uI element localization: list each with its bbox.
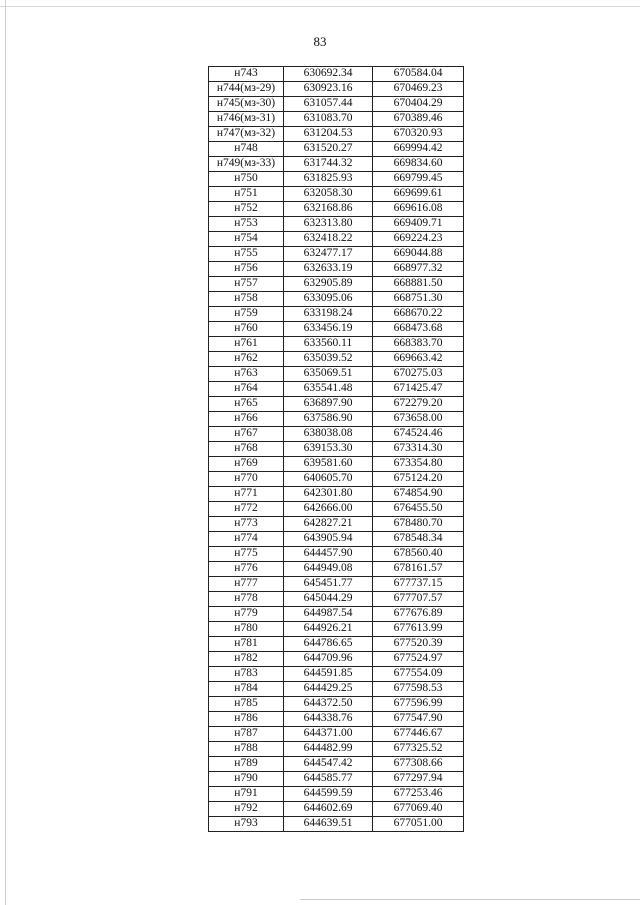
table-row — [209, 277, 464, 292]
table-row — [209, 157, 464, 172]
x-coordinate-cell: 633095.06 — [284, 292, 373, 307]
point-name-cell: н750 — [209, 172, 284, 187]
point-name-cell: н774 — [209, 532, 284, 547]
point-name-cell: н779 — [209, 607, 284, 622]
y-coordinate-cell: 668977.32 — [373, 262, 464, 277]
x-coordinate-cell: 631083.70 — [284, 112, 373, 127]
x-coordinate-cell: 644926.21 — [284, 622, 373, 637]
x-coordinate-cell: 637586.90 — [284, 412, 373, 427]
y-coordinate-cell: 668473.68 — [373, 322, 464, 337]
point-name-cell: н787 — [209, 727, 284, 742]
x-coordinate-cell: 644372.50 — [284, 697, 373, 712]
y-coordinate-cell: 677707.57 — [373, 592, 464, 607]
x-coordinate-cell: 630923.16 — [284, 82, 373, 97]
y-coordinate-cell: 677598.53 — [373, 682, 464, 697]
y-coordinate-cell: 677524.97 — [373, 652, 464, 667]
y-coordinate-cell: 677596.99 — [373, 697, 464, 712]
point-name-cell: н771 — [209, 487, 284, 502]
point-name-cell: н745(мз-30) — [209, 97, 284, 112]
table-row — [209, 592, 464, 607]
x-coordinate-cell: 644429.25 — [284, 682, 373, 697]
x-coordinate-cell: 633560.11 — [284, 337, 373, 352]
point-name-cell: н763 — [209, 367, 284, 382]
point-name-cell: н764 — [209, 382, 284, 397]
point-name-cell: н778 — [209, 592, 284, 607]
x-coordinate-cell: 632418.22 — [284, 232, 373, 247]
y-coordinate-cell: 670275.03 — [373, 367, 464, 382]
table-row — [209, 652, 464, 667]
point-name-cell: н775 — [209, 547, 284, 562]
y-coordinate-cell: 670404.29 — [373, 97, 464, 112]
table-row — [209, 67, 464, 82]
y-coordinate-cell: 677297.94 — [373, 772, 464, 787]
table-row — [209, 472, 464, 487]
table-row — [209, 532, 464, 547]
table-row — [209, 817, 464, 832]
table-row — [209, 382, 464, 397]
table-row — [209, 637, 464, 652]
point-name-cell: н789 — [209, 757, 284, 772]
table-row — [209, 112, 464, 127]
point-name-cell: н790 — [209, 772, 284, 787]
y-coordinate-cell: 678548.34 — [373, 532, 464, 547]
x-coordinate-cell: 644482.99 — [284, 742, 373, 757]
table-row — [209, 412, 464, 427]
x-coordinate-cell: 633198.24 — [284, 307, 373, 322]
y-coordinate-cell: 669224.23 — [373, 232, 464, 247]
x-coordinate-cell: 632058.30 — [284, 187, 373, 202]
x-coordinate-cell: 643905.94 — [284, 532, 373, 547]
point-name-cell: н784 — [209, 682, 284, 697]
y-coordinate-cell: 678480.70 — [373, 517, 464, 532]
table-row — [209, 142, 464, 157]
table-row — [209, 127, 464, 142]
point-name-cell: н755 — [209, 247, 284, 262]
point-name-cell: н765 — [209, 397, 284, 412]
table-row — [209, 367, 464, 382]
y-coordinate-cell: 676455.50 — [373, 502, 464, 517]
table-row — [209, 802, 464, 817]
x-coordinate-cell: 638038.08 — [284, 427, 373, 442]
y-coordinate-cell: 678560.40 — [373, 547, 464, 562]
y-coordinate-cell: 669616.08 — [373, 202, 464, 217]
y-coordinate-cell: 668670.22 — [373, 307, 464, 322]
y-coordinate-cell: 674854.90 — [373, 487, 464, 502]
table-row — [209, 322, 464, 337]
table-row — [209, 292, 464, 307]
table-row — [209, 82, 464, 97]
point-name-cell: н746(мз-31) — [209, 112, 284, 127]
y-coordinate-cell: 670584.04 — [373, 67, 464, 82]
point-name-cell: н776 — [209, 562, 284, 577]
point-name-cell: н747(мз-32) — [209, 127, 284, 142]
table-row — [209, 577, 464, 592]
x-coordinate-cell: 644599.59 — [284, 787, 373, 802]
x-coordinate-cell: 632905.89 — [284, 277, 373, 292]
point-name-cell: н744(мз-29) — [209, 82, 284, 97]
point-name-cell: н759 — [209, 307, 284, 322]
point-name-cell: н752 — [209, 202, 284, 217]
y-coordinate-cell: 673354.80 — [373, 457, 464, 472]
x-coordinate-cell: 635039.52 — [284, 352, 373, 367]
y-coordinate-cell: 677554.09 — [373, 667, 464, 682]
table-row — [209, 727, 464, 742]
y-coordinate-cell: 670320.93 — [373, 127, 464, 142]
x-coordinate-cell: 642666.00 — [284, 502, 373, 517]
point-name-cell: н770 — [209, 472, 284, 487]
point-name-cell: н781 — [209, 637, 284, 652]
table-row — [209, 622, 464, 637]
y-coordinate-cell: 677069.40 — [373, 802, 464, 817]
scan-edge-top — [0, 6, 640, 7]
y-coordinate-cell: 668881.50 — [373, 277, 464, 292]
point-name-cell: н756 — [209, 262, 284, 277]
point-name-cell: н791 — [209, 787, 284, 802]
scan-edge-left — [5, 0, 6, 905]
y-coordinate-cell: 668383.70 — [373, 337, 464, 352]
point-name-cell: н785 — [209, 697, 284, 712]
table-row — [209, 712, 464, 727]
y-coordinate-cell: 677737.15 — [373, 577, 464, 592]
table-row — [209, 352, 464, 367]
y-coordinate-cell: 669409.71 — [373, 217, 464, 232]
x-coordinate-cell: 631825.93 — [284, 172, 373, 187]
table-row — [209, 547, 464, 562]
x-coordinate-cell: 633456.19 — [284, 322, 373, 337]
y-coordinate-cell: 669994.42 — [373, 142, 464, 157]
point-name-cell: н786 — [209, 712, 284, 727]
y-coordinate-cell: 675124.20 — [373, 472, 464, 487]
point-name-cell: н772 — [209, 502, 284, 517]
x-coordinate-cell: 632168.86 — [284, 202, 373, 217]
y-coordinate-cell: 669044.88 — [373, 247, 464, 262]
x-coordinate-cell: 632477.17 — [284, 247, 373, 262]
point-name-cell: н780 — [209, 622, 284, 637]
point-name-cell: н751 — [209, 187, 284, 202]
point-name-cell: н769 — [209, 457, 284, 472]
x-coordinate-cell: 639153.30 — [284, 442, 373, 457]
table-row — [209, 667, 464, 682]
table-row — [209, 697, 464, 712]
table-row — [209, 307, 464, 322]
table-row — [209, 427, 464, 442]
point-name-cell: н753 — [209, 217, 284, 232]
x-coordinate-cell: 631520.27 — [284, 142, 373, 157]
y-coordinate-cell: 673658.00 — [373, 412, 464, 427]
x-coordinate-cell: 640605.70 — [284, 472, 373, 487]
x-coordinate-cell: 631204.53 — [284, 127, 373, 142]
point-name-cell: н758 — [209, 292, 284, 307]
table-row — [209, 397, 464, 412]
x-coordinate-cell: 644338.76 — [284, 712, 373, 727]
y-coordinate-cell: 669799.45 — [373, 172, 464, 187]
table-row — [209, 97, 464, 112]
y-coordinate-cell: 677253.46 — [373, 787, 464, 802]
table-row — [209, 172, 464, 187]
page-number: 83 — [313, 34, 327, 49]
x-coordinate-cell: 635541.48 — [284, 382, 373, 397]
point-name-cell: н761 — [209, 337, 284, 352]
y-coordinate-cell: 677325.52 — [373, 742, 464, 757]
y-coordinate-cell: 673314.30 — [373, 442, 464, 457]
table-row — [209, 457, 464, 472]
x-coordinate-cell: 644371.00 — [284, 727, 373, 742]
y-coordinate-cell: 670469.23 — [373, 82, 464, 97]
table-row — [209, 772, 464, 787]
x-coordinate-cell: 636897.90 — [284, 397, 373, 412]
y-coordinate-cell: 677520.39 — [373, 637, 464, 652]
x-coordinate-cell: 642827.21 — [284, 517, 373, 532]
point-name-cell: н760 — [209, 322, 284, 337]
y-coordinate-cell: 669834.60 — [373, 157, 464, 172]
table-row — [209, 757, 464, 772]
y-coordinate-cell: 677446.67 — [373, 727, 464, 742]
table-row — [209, 202, 464, 217]
table-row — [209, 517, 464, 532]
table-row — [209, 682, 464, 697]
x-coordinate-cell: 644987.54 — [284, 607, 373, 622]
table-row — [209, 607, 464, 622]
point-name-cell: н762 — [209, 352, 284, 367]
y-coordinate-cell: 669663.42 — [373, 352, 464, 367]
point-name-cell: н757 — [209, 277, 284, 292]
x-coordinate-cell: 644639.51 — [284, 817, 373, 832]
x-coordinate-cell: 632313.80 — [284, 217, 373, 232]
y-coordinate-cell: 668751.30 — [373, 292, 464, 307]
table-row — [209, 232, 464, 247]
point-name-cell: н792 — [209, 802, 284, 817]
point-name-cell: н773 — [209, 517, 284, 532]
y-coordinate-cell: 669699.61 — [373, 187, 464, 202]
x-coordinate-cell: 644585.77 — [284, 772, 373, 787]
table-row — [209, 187, 464, 202]
point-name-cell: н754 — [209, 232, 284, 247]
table-row — [209, 217, 464, 232]
x-coordinate-cell: 644591.85 — [284, 667, 373, 682]
y-coordinate-cell: 674524.46 — [373, 427, 464, 442]
point-name-cell: н777 — [209, 577, 284, 592]
table-row — [209, 442, 464, 457]
table-row — [209, 337, 464, 352]
point-name-cell: н749(мз-33) — [209, 157, 284, 172]
x-coordinate-cell: 644786.65 — [284, 637, 373, 652]
x-coordinate-cell: 635069.51 — [284, 367, 373, 382]
y-coordinate-cell: 677051.00 — [373, 817, 464, 832]
x-coordinate-cell: 639581.60 — [284, 457, 373, 472]
y-coordinate-cell: 677308.66 — [373, 757, 464, 772]
y-coordinate-cell: 672279.20 — [373, 397, 464, 412]
x-coordinate-cell: 631057.44 — [284, 97, 373, 112]
y-coordinate-cell: 677547.90 — [373, 712, 464, 727]
point-name-cell: н793 — [209, 817, 284, 832]
point-name-cell: н766 — [209, 412, 284, 427]
table-row — [209, 262, 464, 277]
x-coordinate-cell: 630692.34 — [284, 67, 373, 82]
point-name-cell: н748 — [209, 142, 284, 157]
table-row — [209, 562, 464, 577]
y-coordinate-cell: 678161.57 — [373, 562, 464, 577]
coordinates-table-body — [209, 67, 464, 832]
x-coordinate-cell: 642301.80 — [284, 487, 373, 502]
y-coordinate-cell: 670389.46 — [373, 112, 464, 127]
table-row — [209, 787, 464, 802]
table-row — [209, 502, 464, 517]
table-row — [209, 247, 464, 262]
point-name-cell: н743 — [209, 67, 284, 82]
x-coordinate-cell: 644547.42 — [284, 757, 373, 772]
y-coordinate-cell: 677613.99 — [373, 622, 464, 637]
x-coordinate-cell: 644709.96 — [284, 652, 373, 667]
coordinates-table — [208, 66, 464, 832]
x-coordinate-cell: 644457.90 — [284, 547, 373, 562]
point-name-cell: н782 — [209, 652, 284, 667]
table-row — [209, 742, 464, 757]
point-name-cell: н767 — [209, 427, 284, 442]
x-coordinate-cell: 631744.32 — [284, 157, 373, 172]
x-coordinate-cell: 645451.77 — [284, 577, 373, 592]
point-name-cell: н768 — [209, 442, 284, 457]
point-name-cell: н788 — [209, 742, 284, 757]
x-coordinate-cell: 644602.69 — [284, 802, 373, 817]
x-coordinate-cell: 632633.19 — [284, 262, 373, 277]
y-coordinate-cell: 671425.47 — [373, 382, 464, 397]
scan-edge-bottom — [300, 899, 640, 900]
point-name-cell: н783 — [209, 667, 284, 682]
x-coordinate-cell: 644949.08 — [284, 562, 373, 577]
x-coordinate-cell: 645044.29 — [284, 592, 373, 607]
y-coordinate-cell: 677676.89 — [373, 607, 464, 622]
table-row — [209, 487, 464, 502]
